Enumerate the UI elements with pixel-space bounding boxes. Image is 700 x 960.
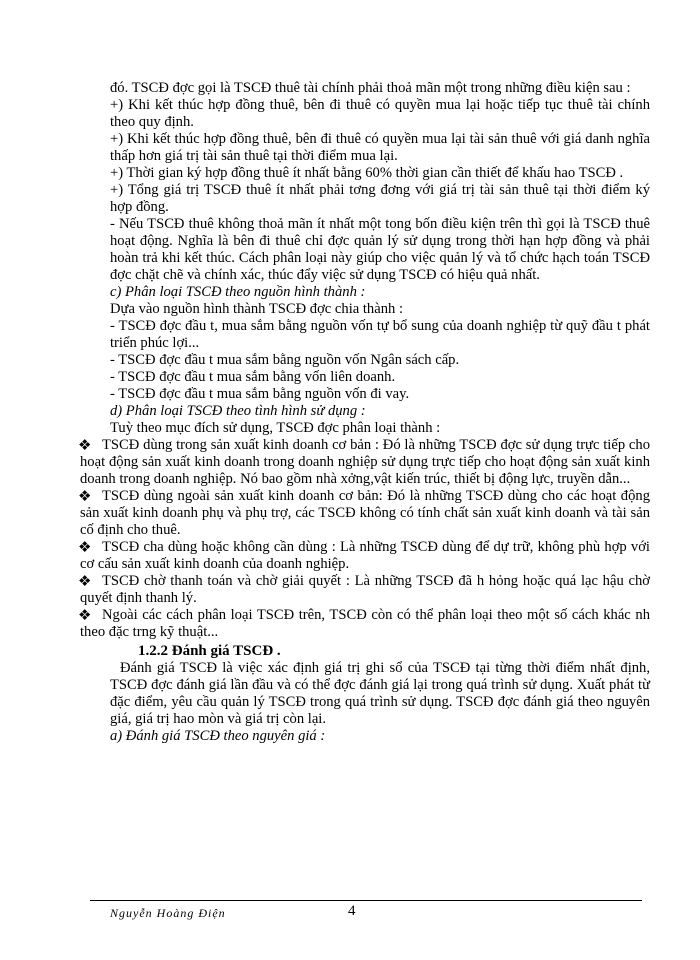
paragraph-intro: đó. TSCĐ đợc gọi là TSCĐ thuê tài chính phải thoả mãn một trong những điều kiện sau : bbox=[110, 80, 631, 96]
bullet-text: TSCĐ chờ thanh toán và chờ giải quyết : Là những TSCĐ đã h hỏng hoặc quá lạc hậu chờ quyết định thanh lý. bbox=[80, 573, 650, 606]
condition-4: +) Tổng giá trị TSCĐ thuê ít nhất phải tơng đơng với giá trị tài sản thuê tại thời điểm ký hợp đồng. bbox=[110, 182, 650, 215]
condition-3: +) Thời gian ký hợp đồng thuê ít nhất bằng 60% thời gian cần thiết để khấu hao TSCĐ . bbox=[110, 165, 624, 181]
paragraph-usage-intro: Tuỳ theo mục đích sử dụng, TSCĐ đợc phân loại thành : bbox=[110, 420, 441, 436]
footer-divider bbox=[90, 900, 642, 901]
source-item-3: - TSCĐ đợc đầu t mua sắm bằng vốn liên doanh. bbox=[110, 369, 396, 385]
bullet-item bbox=[80, 607, 650, 641]
bullet-item bbox=[80, 437, 650, 488]
source-item-2: - TSCĐ đợc đầu t mua sắm bằng nguồn vốn Ngân sách cấp. bbox=[110, 352, 460, 368]
section-heading-c: c) Phân loại TSCĐ theo nguồn hình thành : bbox=[110, 284, 366, 300]
diamond-bullet-icon: ❖ bbox=[78, 436, 92, 454]
condition-2: +) Khi kết thúc hợp đồng thuê, bên đi thuê có quyền mua lại tài sản thuê với giá danh nghĩa thấp hơn giá trị tài sản thuê tại thời điểm mua lại. bbox=[110, 131, 650, 164]
condition-1: +) Khi kết thúc hợp đồng thuê, bên đi thuê có quyền mua lại hoặc tiếp tục thuê tài chính theo quy định. bbox=[110, 97, 650, 130]
diamond-bullet-icon: ❖ bbox=[78, 572, 92, 590]
document-body bbox=[78, 80, 650, 745]
paragraph-operating-lease: - Nếu TSCĐ thuê không thoả mãn ít nhất một tong bốn điều kiện trên thì gọi là TSCĐ thuê hoạt động. Nghĩa là bên đi thuê chỉ đợc quản lý sử dụng trong thời hạn hợp đồng và phải hoàn trả khi kết thúc. Cách phân loại này giúp cho việc quản lý và tổ chức hạch toán TSCĐ đợc chặt chẽ và chính xác, thúc đẩy việc sử dụng TSCĐ có hiệu quả nhất. bbox=[110, 216, 650, 283]
section-heading-d: d) Phân loại TSCĐ theo tình hình sử dụng : bbox=[110, 403, 366, 419]
diamond-bullet-icon: ❖ bbox=[78, 606, 92, 624]
section-heading-a: a) Đánh giá TSCĐ theo nguyên giá : bbox=[110, 728, 326, 744]
bullet-item bbox=[80, 573, 650, 607]
source-item-4: - TSCĐ đợc đầu t mua sắm bằng nguồn vốn đi vay. bbox=[110, 386, 410, 402]
diamond-bullet-icon: ❖ bbox=[78, 487, 92, 505]
bullet-text: TSCĐ cha dùng hoặc không cần dùng : Là những TSCĐ dùng để dự trữ, không phù hợp với cơ cấu sản xuất kinh doanh của doanh nghiệp. bbox=[80, 539, 650, 572]
diamond-bullet-icon: ❖ bbox=[78, 538, 92, 556]
section-heading-1-2-2: 1.2.2 Đánh giá TSCĐ . bbox=[138, 643, 281, 659]
bullet-text: TSCĐ dùng trong sản xuất kinh doanh cơ bản : Đó là những TSCĐ đợc sử dụng trực tiếp cho hoạt động sản xuất kinh doanh trong doanh nghiệp sử dụng trực tiếp cho hoạt động sản xuất kinh doanh trong doanh nghiệp. Nó bao gồm nhà xởng,vật kiến trúc, thiết bị động lực, truyền dẫn... bbox=[80, 437, 650, 487]
paragraph-valuation: Đánh giá TSCĐ là việc xác định giá trị ghi sổ của TSCĐ tại từng thời điểm nhất định, TSCĐ đợc đánh giá lần đầu và có thể đợc đánh giá lại trong quá trình sử dụng. Xuất phát từ đặc điểm, yêu cầu quản lý TSCĐ trong quá trình sử dụng. TSCĐ đợc đánh giá theo nguyên giá, giá trị hao mòn và giá trị còn lại. bbox=[110, 660, 650, 727]
paragraph-source-intro: Dựa vào nguồn hình thành TSCĐ đợc chia thành : bbox=[110, 301, 404, 317]
source-item-1: - TSCĐ đợc đầu t, mua sắm bằng nguồn vốn tự bổ sung của doanh nghiệp từ quỹ đầu t phát triển phúc lợi... bbox=[110, 318, 650, 351]
bullet-item bbox=[80, 488, 650, 539]
bullet-item bbox=[80, 539, 650, 573]
bullet-text: TSCĐ dùng ngoài sản xuất kinh doanh cơ bản: Đó là những TSCĐ dùng cho các hoạt động sản xuất kinh doanh phụ và phụ trợ, các TSCĐ không có tính chất sản xuất kinh doanh và tài sản cố định cho thuê. bbox=[80, 488, 650, 538]
page-number: 4 bbox=[348, 903, 356, 919]
footer-author: Nguyễn Hoàng Điện bbox=[110, 906, 226, 920]
bullet-text: Ngoài các cách phân loại TSCĐ trên, TSCĐ còn có thể phân loại theo một số cách khác nh theo đặc trng kỹ thuật... bbox=[80, 607, 650, 640]
